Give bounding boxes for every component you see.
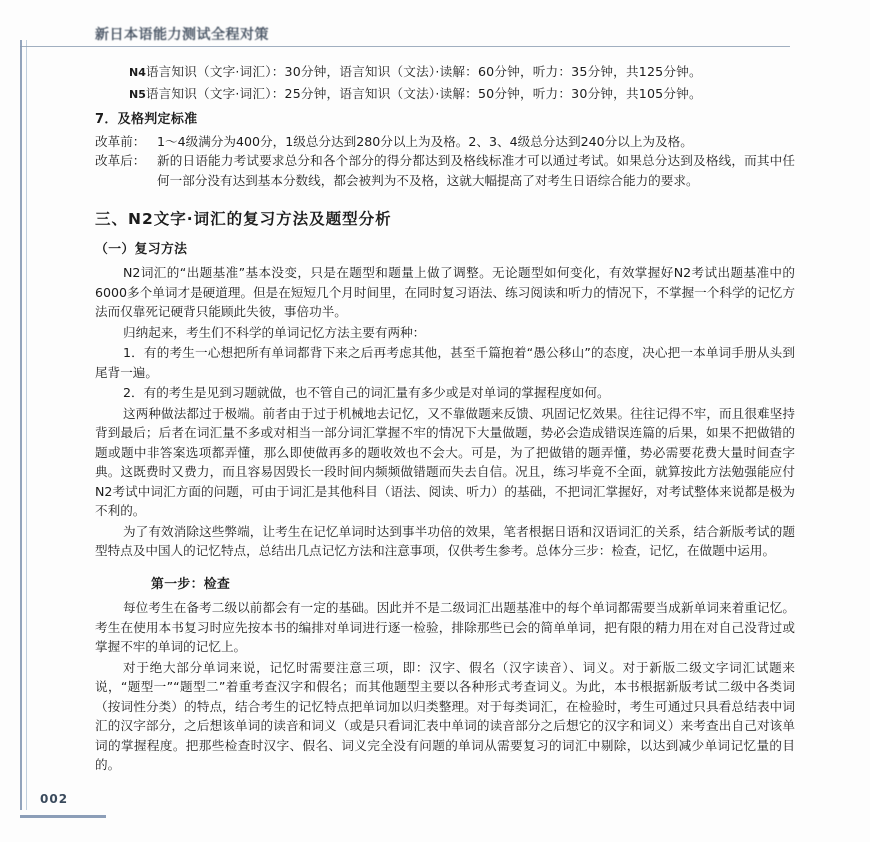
paragraph-6: 为了有效消除这些弊端，让考生在记忆单词时达到事半功倍的效果，笔者根据日语和汉语词汇的关系，结合新版考试的题型特点及中国人的记忆特点，总结出几点记忆方法和注意事项，仅供考生参考。总体分三步：检查，记忆，在做题中运用。	[95, 523, 795, 558]
section-7-item-after	[95, 151, 795, 190]
page-footer	[20, 792, 140, 806]
level-item-n4	[95, 62, 795, 83]
section-7-item-before-text: 1～4级满分为400分，1级总分达到280分以上为及格。2、3、4级总分达到240分以上为及格。	[157, 133, 693, 149]
page-number: 002	[40, 792, 69, 806]
step-one-paragraph-1: 每位考生在备考二级以前都会有一定的基础。因此并不是二级词汇出题基准中的每个单词都需要当成新单词来着重记忆。考生在使用本书复习时应先按本书的编排对单词进行逐一检验，排除那些已会的简单单词，把有限的精力用在对自己没背过或掌握不牢的单词的记忆上。	[95, 600, 795, 654]
section-7-item-after-text: 新的日语能力考试要求总分和各个部分的得分都达到及格线标准才可以通过考试。如果总分达到及格线，而其中任何一部分没有达到基本分数线，都会被判为不及格，这就大幅提高了对考生日语综合能力的要求。	[157, 153, 795, 188]
footer-divider	[20, 815, 106, 818]
running-header	[95, 24, 325, 46]
paragraph-4: 2．有的考生是见到习题就做，也不管自己的词汇量有多少或是对单词的掌握程度如何。	[123, 385, 610, 400]
paragraph-3: 1．有的考生一心想把所有单词都背下来之后再考虑其他，甚至千篇抱着“愚公移山”的态度，决心把一本单词手册从头到尾背一遍。	[95, 345, 795, 380]
paragraph-2: 归纳起来，考生们不科学的单词记忆方法主要有两种：	[123, 324, 426, 340]
subsection-title: （一）复习方法	[95, 241, 188, 257]
chapter-title: 三、N2文字·词汇的复习方法及题型分析	[95, 210, 392, 228]
step-one-title: 第一步：检查	[151, 576, 231, 592]
running-header-title: 新日本语能力测试全程对策	[95, 27, 269, 43]
section-7-item-after-lead: 改革后：	[95, 153, 146, 168]
level-text-n4: 语言知识（文字·词汇）：30分钟，语言知识（文法）·读解：60分钟，听力：35分钟，共125分钟。	[145, 64, 702, 79]
level-badge-n4: N4	[129, 66, 146, 79]
header-divider	[20, 46, 790, 47]
level-badge-n5: N5	[129, 87, 146, 101]
step-one-paragraph-2: 对于绝大部分单词来说，记忆时需要注意三项，即：汉字、假名（汉字读音）、词义。对于新版二级文字词汇试题来说，“题型一”“题型二”着重考查汉字和假名；而其他题型主要以各种形式考查词义。为此，本书根据新版考试二级中各类词（按词性分类）的特点，结合考生的记忆特点把单词加以归类整理。对于每类词汇，在检验时，考生可通过只具看总结表中词汇的汉字部分，之后想该单词的读音和词义（或是只看词汇表中单词的读音部分之后想它的汉字和词义）来考查出自己对该单词的掌握程度。把那些检查时汉字、假名、词义完全没有问题的单词从需要复习的词汇中剔除，以达到减少单词记忆量的目的。	[95, 659, 795, 772]
level-item-n5	[95, 84, 795, 105]
page-content	[95, 62, 795, 776]
paragraph-5: 这两种做法都过于极端。前者由于过于机械地去记忆，又不靠做题来反馈、巩固记忆效果。往往记得不牢，而且很难坚持背到最后；后者在词汇量不多或对相当一部分词汇掌握不牢的情况下大量做题，势必会造成错误连篇的后果，如果不把做错的题或题中非答案选项都弄懂，那么即使做再多的题收效也不会大。可是，为了把做错的题弄懂，势必需要花费大量时间查字典。这既费时又费力，而且容易因毁长一段时间内频频做错题而失去自信。况且，练习毕竟不全面，就算按此方法勉强能应付N2考试中词汇方面的问题，可由于词汇是其他科目（语法、阅读、听力）的基础，不把词汇掌握好，对考试整体来说都是极为不利的。	[95, 405, 795, 518]
paragraph-1: N2词汇的“出题基准”基本没变，只是在题型和题量上做了调整。无论题型如何变化，有效掌握好N2考试出题基准中的6000多个单词才是硬道理。但是在短短几个月时间里，在同时复习语法、练习阅读和听力的情况下，不掌握一个科学的记忆方法而仅靠死记硬背只能顾此失彼，事倍功半。	[95, 265, 795, 319]
section-7-title: 7．及格判定标准	[95, 112, 198, 127]
section-7-item-before	[95, 132, 795, 152]
section-7-item-before-lead: 改革前：	[95, 133, 146, 149]
level-text-n5: 语言知识（文字·词汇）：25分钟，语言知识（文法）·读解：50分钟，听力：30分钟，共105分钟。	[145, 85, 702, 101]
left-margin-rule	[20, 40, 22, 810]
left-margin-rule-secondary	[26, 40, 27, 810]
